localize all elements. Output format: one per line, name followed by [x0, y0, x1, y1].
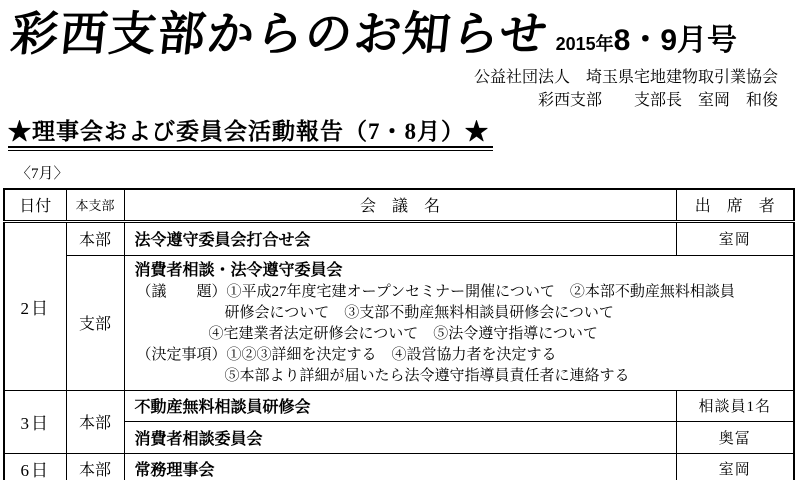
meeting-cell: 常務理事会: [124, 453, 676, 480]
office-cell: 本部: [66, 453, 124, 480]
issue-year: 2015年: [555, 34, 614, 54]
agenda-line: ④宅建業者法定研修会について ⑤法令遵守指導について: [208, 325, 598, 342]
column-header-office: 本支部: [66, 189, 124, 221]
issue-info: [555, 24, 738, 57]
page-title: 彩西支部からのお知らせ: [8, 7, 552, 60]
attendee-cell: 相談員1名: [676, 390, 794, 421]
attendee-cell: 奥冨: [676, 421, 794, 453]
table-row: [4, 255, 794, 390]
table-header-row: [4, 189, 794, 221]
masthead: [0, 0, 800, 64]
issue-label: 8・9月号: [613, 24, 738, 57]
agenda-line: 研修会について ③支部不動産無料相談員研修会について: [224, 304, 614, 321]
activity-report-table: [3, 188, 795, 480]
table-row: [4, 390, 794, 421]
column-header-date: 日付: [4, 189, 66, 221]
month-label: 〈7月〉: [16, 166, 69, 182]
meeting-title: 消費者相談・法令遵守委員会: [134, 261, 343, 279]
date-cell: 3日: [4, 390, 66, 453]
date-cell: 2日: [4, 221, 66, 390]
section-heading-wrap: [8, 120, 800, 148]
agenda-line: （議 題）①平成27年度宅建オープンセミナー開催について ②本部不動産無料相談員: [136, 283, 735, 300]
table-row: [4, 221, 794, 255]
date-cell: 6日: [4, 453, 66, 480]
organization-name: 公益社団法人 埼玉県宅地建物取引業協会: [473, 69, 778, 86]
column-header-meeting: 会 議 名: [124, 189, 676, 221]
office-cell: 本部: [66, 221, 124, 255]
organization-block: [0, 66, 800, 112]
meeting-cell: 法令遵守委員会打合せ会: [124, 221, 676, 255]
attendee-cell: 室岡: [676, 453, 794, 480]
branch-chief-line: 彩西支部 支部長 室岡 和俊: [537, 92, 778, 109]
meeting-cell: 消費者相談委員会: [124, 421, 676, 453]
table-row: [4, 453, 794, 480]
section-heading: ★理事会および委員会活動報告（7・8月）★: [8, 120, 493, 148]
meeting-cell: 不動産無料相談員研修会: [124, 390, 676, 421]
column-header-attendee: 出 席 者: [676, 189, 794, 221]
attendee-cell: 室岡: [676, 221, 794, 255]
meeting-detail-cell: [124, 255, 794, 390]
decision-line: ⑤本部より詳細が届いたら法令遵守指導員責任者に連絡する: [224, 367, 630, 384]
office-cell: 支部: [66, 255, 124, 390]
office-cell: 本部: [66, 390, 124, 453]
decision-line: （決定事項）①②③詳細を決定する ④設営協力者を決定する: [136, 346, 557, 363]
